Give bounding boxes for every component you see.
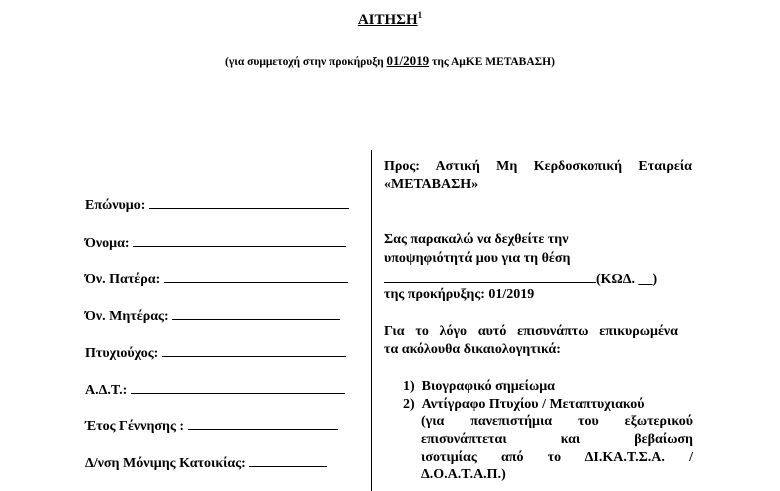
item-text: Αντίγραφο Πτυχίου / Μεταπτυχιακού [421,397,645,412]
request-line-2: υποψηφιότητά μου για τη θέση [384,251,571,266]
item-text: Βιογραφικό σημείωμα [421,379,555,394]
field-birth-year [85,416,338,435]
document-subtitle [0,53,780,69]
subtitle-prefix: (για συμμετοχή στην προκήρυξη [225,56,384,68]
document-item-2 [403,397,645,413]
title-text: ΑΙΤΗΣΗ [357,12,418,28]
field-label: Όν. Μητέρας: [85,309,169,324]
column-divider [371,150,372,491]
item-number: 1) [403,379,415,394]
document-title [0,10,780,29]
field-label: Πτυχιούχος: [85,346,159,361]
surname-input-line[interactable] [149,195,349,209]
field-mother-name [85,306,340,325]
id-card-input-line[interactable] [131,380,345,394]
field-label: Όν. Πατέρα: [85,272,161,287]
announcement-line: της προκήρυξης: 01/2019 [384,287,535,302]
father-name-input-line[interactable] [164,269,348,283]
field-first-name [85,233,346,252]
field-degree-holder [85,343,346,362]
document-item-2-line-5: Δ.Ο.Α.Τ.Α.Π.) [421,467,506,482]
mother-name-input-line[interactable] [172,306,340,320]
title-footnote-marker: 1 [417,10,423,20]
document-item-2-line-4: ισοτιμίας από το ΔΙ.ΚΑ.Τ.Σ.Α. / [421,450,693,465]
field-label: Όνομα: [85,236,130,251]
position-code-row [384,269,657,288]
position-input-line[interactable] [384,269,596,283]
document-item-2-line-2: (για πανεπιστήμια του εξωτερικού [421,414,693,429]
field-label: Α.Δ.Τ.: [85,383,128,398]
field-label: Δ/νση Μόνιμης Κατοικίας: [85,456,246,471]
field-label: Επώνυμο: [85,198,146,213]
field-surname [85,195,349,214]
recipient-line-1: Προς: Αστική Μη Κερδοσκοπική Εταιρεία [384,159,692,174]
request-line-1: Σας παρακαλώ να δεχθείτε την [384,232,569,247]
field-label: Έτος Γέννησης : [85,419,185,434]
permanent-address-input-line[interactable] [249,453,327,467]
degree-holder-input-line[interactable] [162,343,346,357]
field-permanent-address [85,453,327,472]
field-father-name [85,269,348,288]
first-name-input-line[interactable] [133,233,346,247]
document-item-2-line-3: επισυνάπτεται και βεβαίωση [421,432,693,447]
document-item-1 [403,379,555,395]
attachments-intro-line-1: Για το λόγο αυτό επισυνάπτω επικυρωμένα [384,324,678,339]
subtitle-suffix: της ΑμΚΕ ΜΕΤΑΒΑΣΗ) [432,56,555,68]
recipient-line-2: «ΜΕΤΑΒΑΣΗ» [384,177,479,192]
subtitle-announcement-number: 01/2019 [386,53,430,68]
code-label: (ΚΩΔ. __) [596,272,658,287]
birth-year-input-line[interactable] [188,416,338,430]
attachments-intro-line-2: τα ακόλουθα δικαιολογητικά: [384,342,561,357]
item-number: 2) [403,397,415,412]
field-id-card [85,380,345,399]
